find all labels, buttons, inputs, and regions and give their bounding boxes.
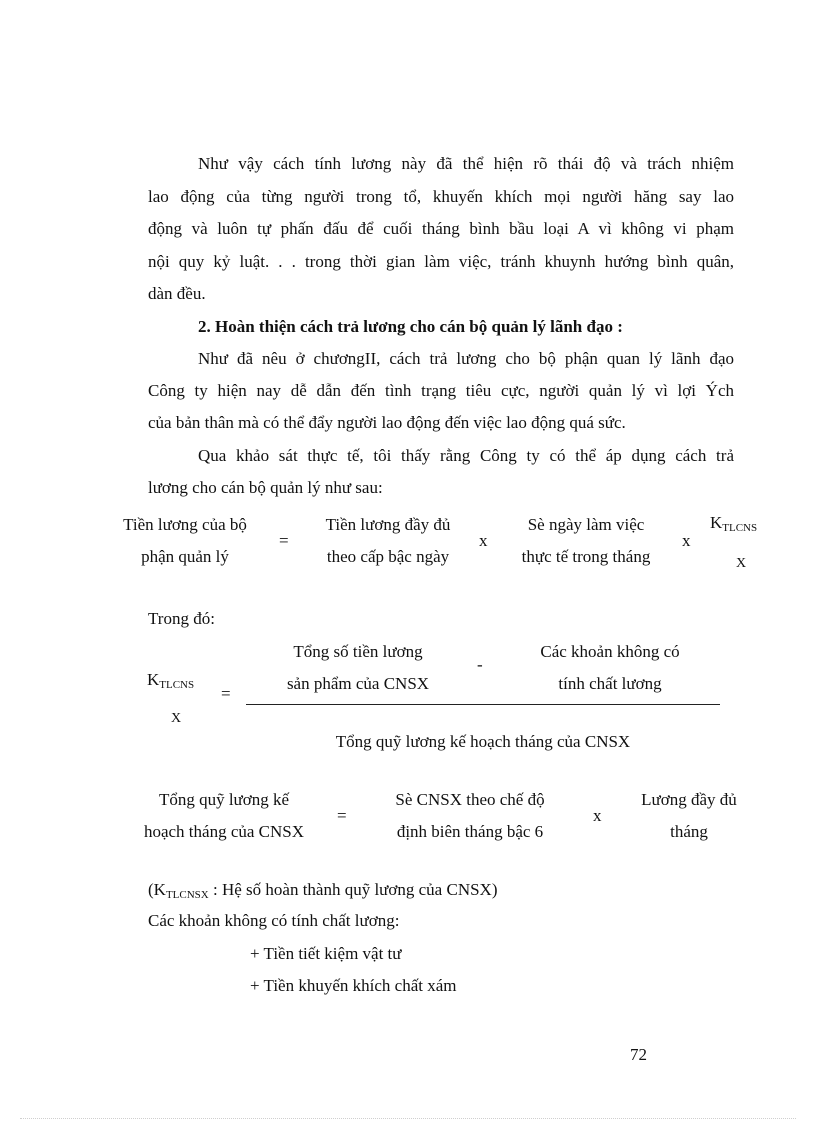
list-item: + Tiền tiết kiệm vật tư: [250, 944, 402, 963]
formula1-lhs-line1: Tiền lương của bộ: [123, 515, 247, 534]
formula2-minus: -: [477, 655, 483, 674]
formula3-term1-line1: Sè CNSX theo chế độ: [395, 790, 545, 809]
formula1-equals: =: [279, 531, 289, 550]
formula2-num1-line2: sản phẩm của CNSX: [286, 674, 430, 693]
formula1-term2-line2: thực tế trong tháng: [521, 547, 651, 566]
formula2-num2-line1: Các khoản không có: [540, 642, 680, 661]
formula1-times2: x: [682, 531, 691, 550]
formula2-k-subscript: TLCNS: [159, 679, 195, 691]
formula1-times1: x: [479, 531, 488, 550]
formula2-num2-line2: tính chất lương: [558, 674, 662, 693]
paragraph-line: Qua khảo sát thực tế, tôi thấy rằng Công ty có thể áp dụng cách trả: [198, 446, 734, 465]
formula1-k-symbol: [710, 513, 757, 538]
formula1-k-tail: X: [736, 556, 747, 571]
list-item: + Tiền khuyến khích chất xám: [250, 976, 457, 995]
formula3-lhs-line1: Tổng quỹ lương kế: [158, 790, 290, 809]
formula1-term1-line1: Tiền lương đầy đủ: [325, 515, 451, 534]
note-rest: : Hệ số hoàn thành quỹ lương của CNSX): [208, 880, 498, 899]
formula1-k-subscript: TLCNS: [722, 522, 758, 534]
paragraph-line: Như vậy cách tính lương này đã thể hiện rõ thái độ và trách nhiệm: [198, 154, 734, 173]
where-label: Trong đó:: [148, 609, 215, 628]
note-open: (K: [148, 880, 166, 899]
paragraph-line: Như đã nêu ở chươngII, cách trả lương cho bộ phận quan lý lãnh đạo: [198, 349, 734, 368]
paragraph-line: lương cho cán bộ quản lý như sau:: [148, 478, 383, 497]
paragraph-line: nội quy kỷ luật. . . trong thời gian làm việc, tránh khuynh hướng bình quân,: [148, 252, 734, 271]
formula2-k-symbol: [147, 670, 194, 695]
formula1-k-base: K: [710, 513, 723, 532]
formula2-num1-line1: Tổng số tiền lương: [293, 642, 423, 661]
fraction-bar: [246, 704, 720, 705]
formula2-denominator: Tổng quỹ lương kế hoạch tháng của CNSX: [335, 732, 631, 751]
formula3-term2-line2: tháng: [670, 822, 708, 841]
formula3-times: x: [593, 806, 602, 825]
list-intro: Các khoản không có tính chất lương:: [148, 911, 400, 930]
page-number: 72: [630, 1045, 647, 1064]
formula3-term1-line2: định biên tháng bậc 6: [396, 822, 544, 841]
formula3-equals: =: [337, 806, 347, 825]
note-subscript: TLCNSX: [165, 889, 209, 901]
page-bottom-border: [20, 1118, 796, 1119]
formula1-term1-line2: theo cấp bậc ngày: [326, 547, 450, 566]
formula2-k-base: K: [147, 670, 160, 689]
formula2-k-tail: X: [171, 711, 182, 726]
formula3-lhs-line2: hoạch tháng của CNSX: [143, 822, 305, 841]
section-heading: 2. Hoàn thiện cách trả lương cho cán bộ quản lý lãnh đạo :: [198, 317, 623, 336]
coefficient-note: [148, 880, 498, 905]
formula2-equals: =: [221, 684, 231, 703]
formula3-term2-line1: Lương đầy đủ: [641, 790, 737, 809]
paragraph-line: của bản thân mà có thể đẩy người lao động đến việc lao động quá sức.: [148, 413, 626, 432]
paragraph-line: lao động của từng người trong tổ, khuyến khích mọi người hăng say lao: [148, 187, 734, 206]
paragraph-line: Công ty hiện nay dễ dẫn đến tình trạng tiêu cực, người quản lý vì lợi Ých: [148, 381, 734, 400]
paragraph-line: động và luôn tự phấn đấu để cuối tháng bình bầu loại A vì không vi phạm: [148, 219, 734, 238]
paragraph-line: dàn đều.: [148, 284, 206, 303]
formula1-lhs-line2: phận quản lý: [141, 547, 229, 566]
formula1-term2-line1: Sè ngày làm việc: [527, 515, 645, 534]
